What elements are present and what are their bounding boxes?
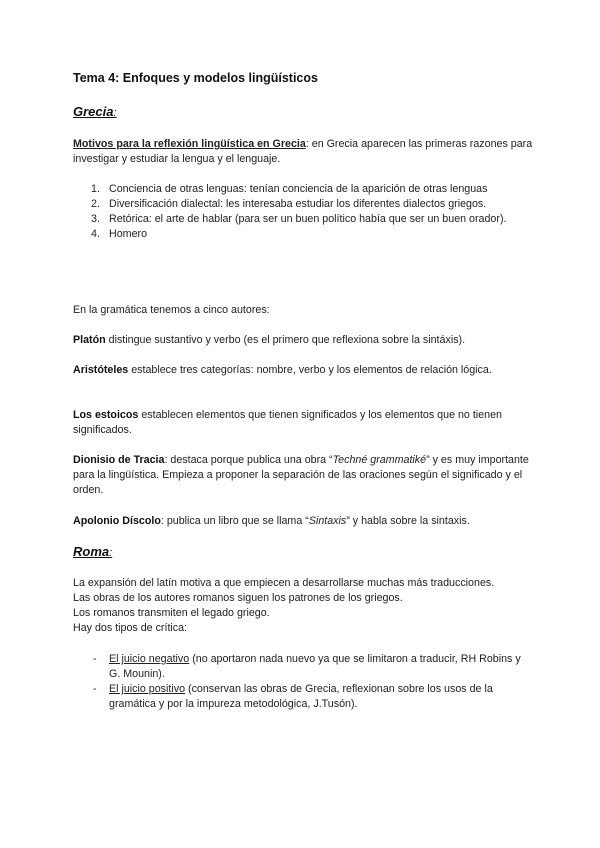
list-text: Homero <box>109 228 148 240</box>
motivos-list <box>73 182 533 242</box>
autor-platon <box>73 333 533 348</box>
autor-estoicos <box>73 408 533 438</box>
list-text: Diversificación dialectal: les interesaba estudiar los diferentes dialectos griegos. <box>109 198 487 210</box>
section-heading-grecia <box>73 104 533 121</box>
autor-name: Aristóteles <box>73 364 129 376</box>
list-item <box>73 227 533 242</box>
criticas-list <box>73 652 533 712</box>
autor-apolonio <box>73 514 533 529</box>
motivos-text: : en Grecia aparecen las primeras razones para investigar y estudiar la lengua y el lenguaje. <box>73 138 533 165</box>
dash-marker: - <box>93 653 97 665</box>
list-number: 4. <box>91 228 100 240</box>
list-text: Retórica: el arte de hablar (para ser un buen político había que ser un buen orador). <box>109 213 507 225</box>
autor-text: : destaca porque publica una obra “ <box>164 454 333 466</box>
section-title: Roma <box>73 544 110 559</box>
autor-dionisio <box>73 453 533 498</box>
dash-marker: - <box>93 683 97 695</box>
roma-paragraph <box>73 576 533 636</box>
motivos-lead: Motivos para la reflexión lingüística en Grecia <box>73 138 306 150</box>
critica-text: (no aportaron nada nuevo ya que se limitaron a traducir, RH Robins y G. Mounin). <box>109 653 521 680</box>
list-number: 2. <box>91 198 100 210</box>
critica-text: (conservan las obras de Grecia, reflexionan sobre los usos de la gramática y por la impureza metodológica, J.Tusón). <box>109 683 493 710</box>
section-colon: : <box>109 547 113 559</box>
list-item <box>73 652 533 682</box>
roma-line: Los romanos transmiten el legado griego. <box>73 607 270 619</box>
roma-line: La expansión del latín motiva a que empiecen a desarrollarse muchas más traducciones. <box>73 577 495 589</box>
autor-work: Techné grammatiké <box>332 454 427 466</box>
autor-name: Los estoicos <box>73 409 139 421</box>
autor-name: Dionisio de Tracia <box>73 454 165 466</box>
list-item <box>73 212 533 227</box>
list-number: 1. <box>91 183 100 195</box>
roma-line: Hay dos tipos de crítica: <box>73 622 188 634</box>
autor-aristoteles <box>73 363 533 378</box>
autor-work: Sintaxis <box>308 515 347 527</box>
list-item <box>73 682 533 712</box>
page-title: Tema 4: Enfoques y modelos lingüísticos <box>73 71 318 85</box>
autor-text: distingue sustantivo y verbo (es el primero que reflexiona sobre la sintáxis). <box>105 334 466 346</box>
autor-text-b: ” y es muy importante para la lingüística. Empieza a proponer la separación de las oraciones según el significado y el orden. <box>73 454 529 496</box>
autor-name: Platón <box>73 334 106 346</box>
list-text: Conciencia de otras lenguas: tenían conciencia de la aparición de otras lenguas <box>109 183 488 195</box>
autor-name: Apolonio Díscolo <box>73 515 161 527</box>
autores-intro: En la gramática tenemos a cinco autores: <box>73 304 270 316</box>
roma-line: Las obras de los autores romanos siguen los patrones de los griegos. <box>73 592 403 604</box>
section-heading-roma <box>73 544 533 561</box>
autor-text-b: ” y habla sobre la sintaxis. <box>346 515 470 527</box>
motivos-paragraph <box>73 137 533 167</box>
critica-label: El juicio negativo <box>109 653 190 665</box>
section-title: Grecia <box>73 104 114 119</box>
critica-label: El juicio positivo <box>109 683 186 695</box>
list-number: 3. <box>91 213 100 225</box>
list-item <box>73 182 533 197</box>
section-colon: : <box>113 107 117 119</box>
autor-text: establece tres categorías: nombre, verbo y los elementos de relación lógica. <box>128 364 492 376</box>
list-item <box>73 197 533 212</box>
autor-text: establecen elementos que tienen significados y los elementos que no tienen significados. <box>73 409 502 436</box>
autor-text: : publica un libro que se llama “ <box>160 515 309 527</box>
